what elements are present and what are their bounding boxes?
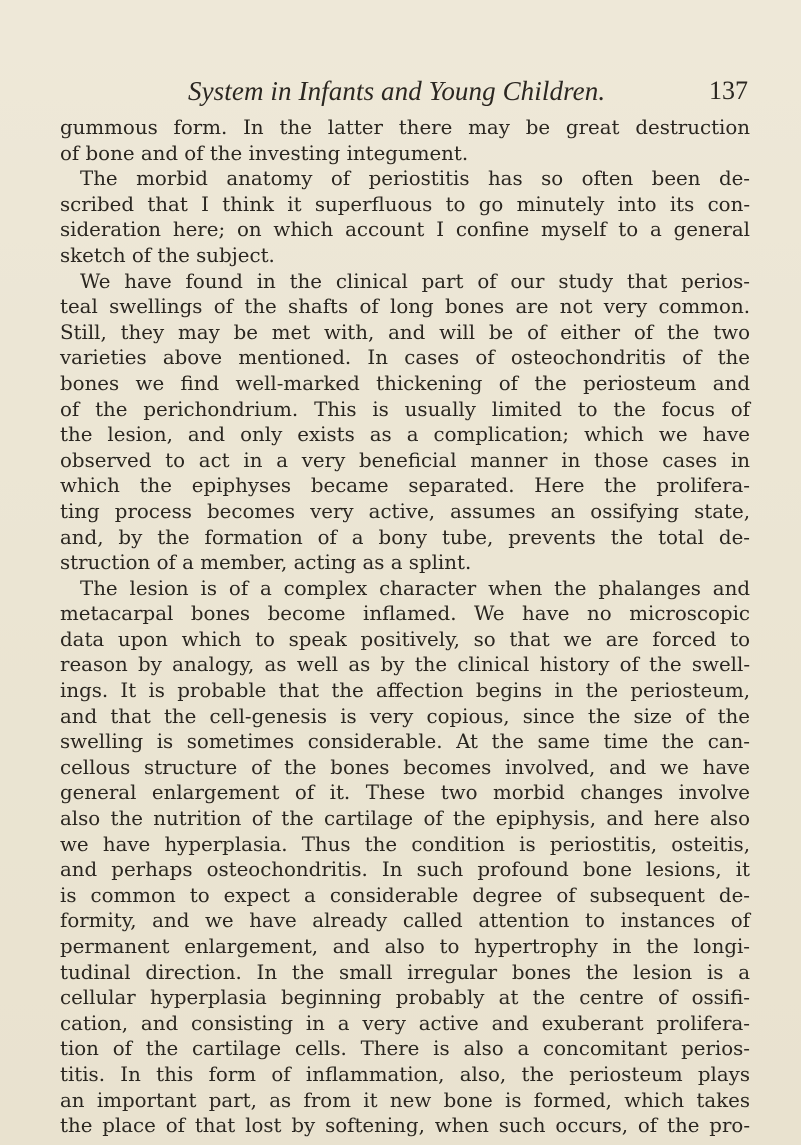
text-line: bones we find well-marked thickening of the periosteum and (60, 371, 750, 395)
text-line: ings. It is probable that the affection begins in the periosteum, (60, 679, 750, 703)
text-line: cation, and consisting in a very active and exuberant prolifera- (60, 1011, 750, 1035)
text-line: also the nutrition of the cartilage of the epiphysis, and here also (60, 807, 750, 831)
text-line: sideration here; on which account I confine myself to a general (60, 218, 750, 242)
text-line: formity, and we have already called attention to instances of (60, 909, 750, 933)
text-line: varieties above mentioned. In cases of osteochondritis of the (60, 346, 750, 370)
text-line: cellous structure of the bones becomes involved, and we have (60, 755, 750, 779)
text-line: We have found in the clinical part of our study that perios- (80, 269, 750, 293)
text-line: titis. In this form of inflammation, also, the periosteum plays (60, 1062, 750, 1086)
text-line: an important part, as from it new bone is formed, which takes (60, 1088, 750, 1112)
text-line: teal swellings of the shafts of long bones are not very common. (60, 295, 750, 319)
text-line: and that the cell-genesis is very copious, since the size of the (60, 704, 750, 728)
text-line: tudinal direction. In the small irregular bones the lesion is a (60, 960, 750, 984)
body-text (60, 115, 750, 1139)
text-line: the lesion, and only exists as a complication; which we have (60, 423, 750, 447)
text-line: of bone and of the investing integument. (60, 141, 469, 165)
text-line: Still, they may be met with, and will be of either of the two (60, 320, 750, 344)
text-line: scribed that I think it superfluous to go minutely into its con- (60, 192, 750, 216)
text-line: the place of that lost by softening, when such occurs, of the pro- (60, 1114, 750, 1138)
text-line: permanent enlargement, and also to hypertrophy in the longi- (60, 935, 750, 958)
text-line: The lesion is of a complex character when the phalanges and (80, 576, 750, 600)
text-line: struction of a member, acting as a splint. (60, 551, 472, 575)
text-line: which the epiphyses became separated. Here the prolifera- (60, 474, 750, 498)
text-line: we have hyperplasia. Thus the condition is periostitis, osteitis, (60, 832, 750, 856)
text-line: of the perichondrium. This is usually limited to the focus of (60, 397, 750, 421)
text-line: The morbid anatomy of periostitis has so often been de- (80, 167, 750, 191)
text-line: cellular hyperplasia beginning probably at the centre of ossifi- (60, 986, 750, 1010)
text-line: is common to expect a considerable degree of subsequent de- (60, 883, 750, 907)
text-line: general enlargement of it. These two morbid changes involve (60, 781, 750, 805)
text-line: gummous form. In the latter there may be great destruction (60, 116, 750, 139)
running-head (188, 76, 748, 106)
text-line: and perhaps osteochondritis. In such profound bone lesions, it (60, 858, 750, 882)
text-line: sketch of the subject. (60, 243, 275, 267)
text-line: metacarpal bones become inflamed. We have no microscopic (60, 602, 750, 626)
text-line: tion of the cartilage cells. There is also a concomitant perios- (60, 1037, 750, 1061)
text-line: reason by analogy, as well as by the clinical history of the swell- (60, 653, 750, 677)
page-number: 137 (709, 76, 748, 105)
text-line: data upon which to speak positively, so that we are forced to (60, 627, 750, 651)
text-line: observed to act in a very beneficial manner in those cases in (60, 448, 750, 472)
text-line: and, by the formation of a bony tube, prevents the total de- (60, 525, 750, 549)
text-line: ting process becomes very active, assumes an ossifying state, (60, 499, 750, 523)
running-title: System in Infants and Young Children. (188, 76, 606, 106)
text-line: swelling is sometimes considerable. At the same time the can- (60, 730, 750, 754)
